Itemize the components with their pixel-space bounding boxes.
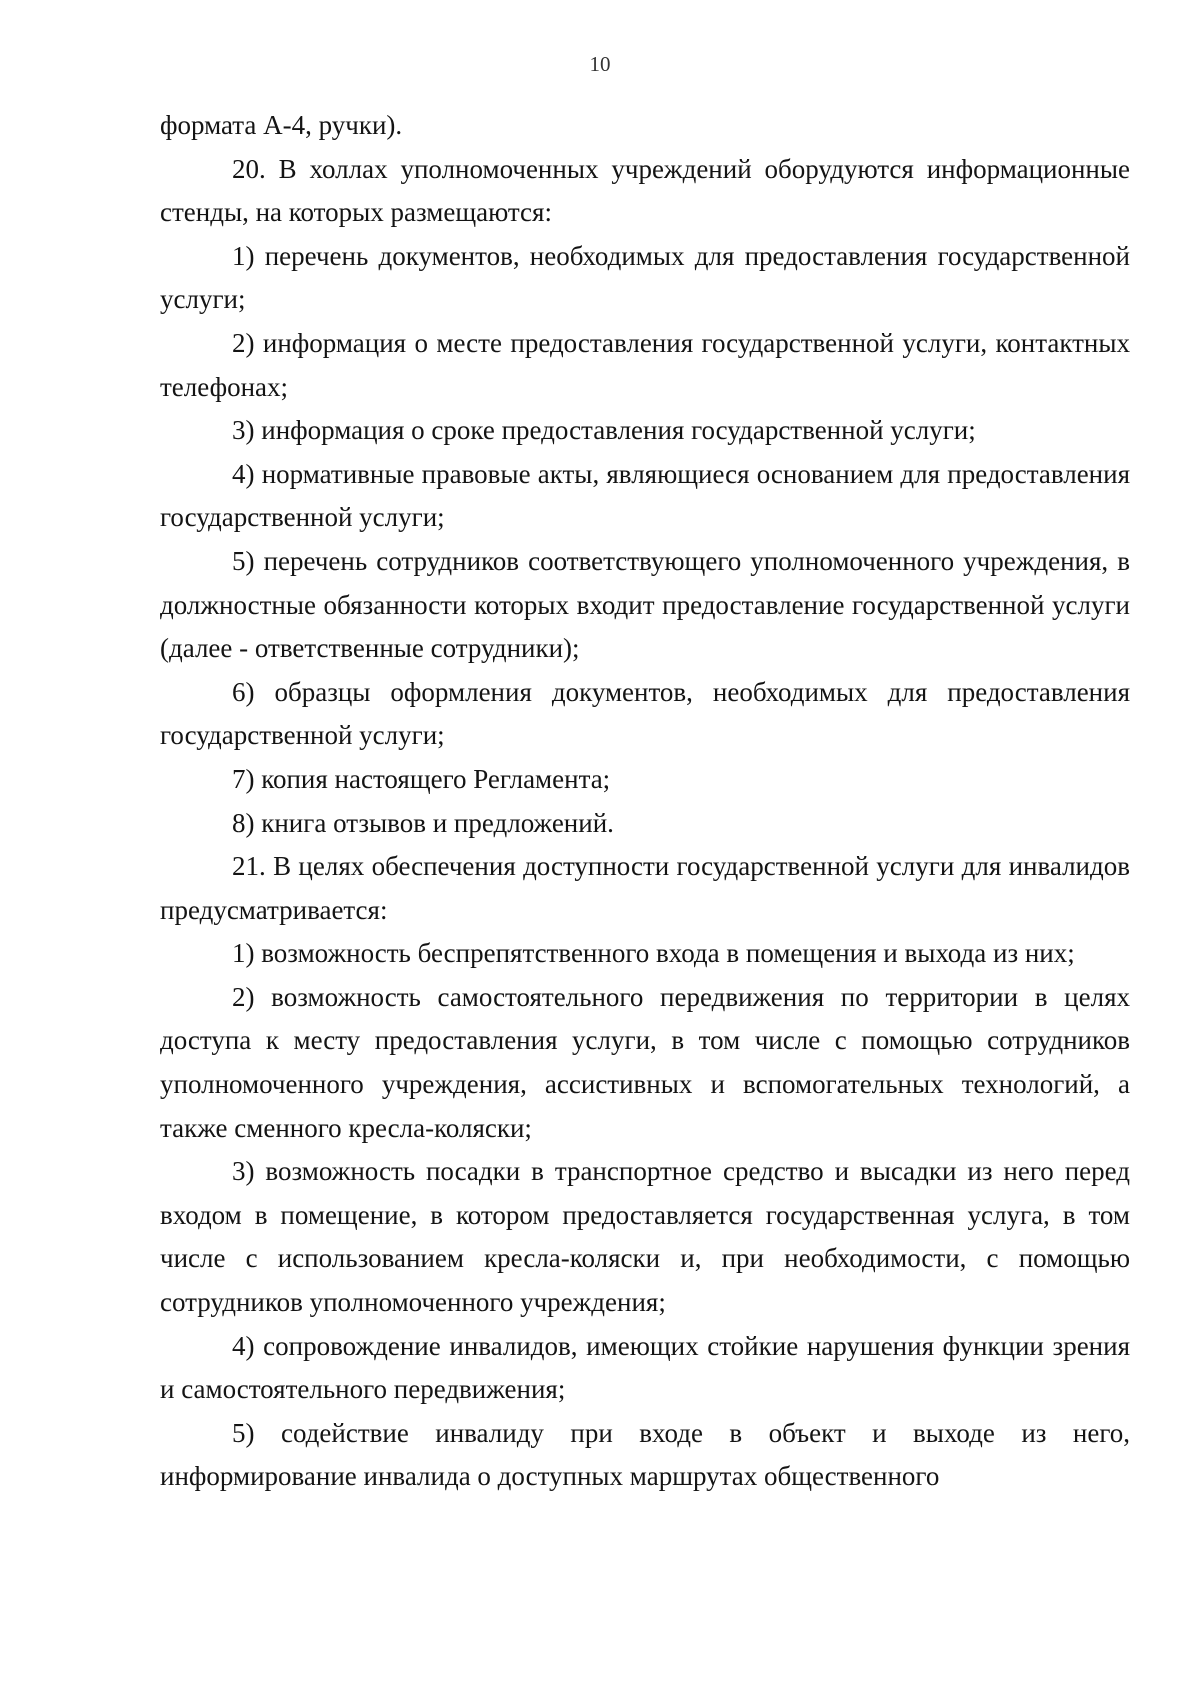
list-item: 3) информация о сроке предоставления государственной услуги;: [232, 415, 976, 446]
paragraph: 21. В целях обеспечения доступности государственной услуги для инвалидов предусматривается:: [160, 851, 1130, 925]
list-item: 3) возможность посадки в транспортное средство и высадки из него перед входом в помещение, в котором предоставляется государственная услуга, в том числе с использованием кресла-коляски и, при необходимости, с помощью сотрудников уполномоченного учреждения;: [160, 1156, 1130, 1318]
list-item: 1) перечень документов, необходимых для предоставления государственной услуги;: [160, 240, 1130, 315]
paragraph: 20. В холлах уполномоченных учреждений оборудуются информационные стенды, на которых размещаются:: [160, 153, 1130, 228]
list-item: 4) сопровождение инвалидов, имеющих стойкие нарушения функции зрения и самостоятельного передвижения;: [160, 1330, 1130, 1405]
list-item: 6) образцы оформления документов, необходимых для предоставления государственной услуги;: [160, 676, 1130, 751]
list-item: 2) информация о месте предоставления государственной услуги, контактных телефонах;: [160, 327, 1130, 402]
list-item: 4) нормативные правовые акты, являющиеся основанием для предоставления государственной услуги;: [160, 458, 1130, 533]
list-item: 8) книга отзывов и предложений.: [232, 807, 614, 838]
list-item: 1) возможность беспрепятственного входа в помещения и выхода из них;: [232, 938, 1075, 969]
list-item: 2) возможность самостоятельного передвижения по территории в целях доступа к месту предоставления услуги, в том числе с помощью сотрудников уполномоченного учреждения, ассистивных и вспомогательных технологий, а также сменного кресла-коляски;: [160, 981, 1130, 1143]
paragraph: формата А-4, ручки).: [160, 110, 403, 140]
list-item: 5) содействие инвалиду при входе в объект и выходе из него, информирование инвалида о доступных маршрутах общественного: [160, 1417, 1130, 1492]
document-body: [160, 104, 1130, 1499]
list-item: 5) перечень сотрудников соответствующего уполномоченного учреждения, в должностные обязанности которых входит предоставление государственной услуги (далее - ответственные сотрудники);: [160, 545, 1130, 664]
page-number: 10: [589, 52, 611, 76]
list-item: 7) копия настоящего Регламента;: [232, 763, 611, 794]
